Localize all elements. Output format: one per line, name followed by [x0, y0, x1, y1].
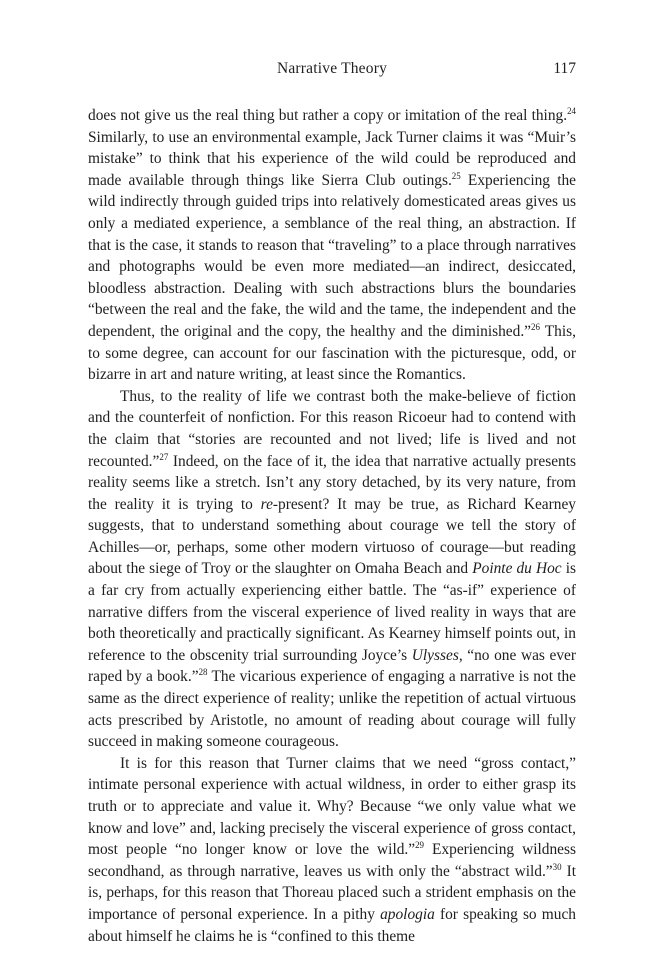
running-title: Narrative Theory	[276, 60, 388, 77]
body-text	[88, 105, 576, 947]
italic-text: Pointe du Hoc	[472, 560, 562, 578]
footnote-marker: 28	[198, 667, 208, 678]
text-run: for speaking so much about himself he claims he is “confined to this theme	[88, 905, 576, 945]
text-run: It is for this reason that Turner claims that we need “gross contact,” intimate personal experience with actual wildness, in order to either grasp its truth or to appreciate and value it. Why? Because “we only value what we know and love” and, lacking precisely the visceral experience of gross contact, most people “no longer know or love the wild.”	[88, 754, 576, 859]
footnote-marker: 25	[451, 170, 461, 181]
text-run: is a far cry from actually experiencing either battle. The “as-if” experience of narrative differs from the visceral experience of lived reality in ways that are both theoretically and practically significant. As Kearney himself points out, in reference to the obscenity trial surrounding Joyce’s	[88, 560, 576, 664]
paragraph	[88, 753, 576, 947]
italic-text: re	[260, 495, 273, 513]
text-run: , “no one was ever raped by a book.”	[88, 646, 576, 686]
paragraph	[88, 386, 576, 753]
text-run: Experiencing wildness secondhand, as through narrative, leaves us with only the “abstract wild.”	[88, 841, 576, 880]
footnote-marker: 29	[415, 840, 425, 851]
text-run: It is, perhaps, for this reason that Thoreau placed such a strident emphasis on the importance of personal experience. In a pithy	[88, 862, 576, 923]
text-run: The vicarious experience of engaging a narrative is not the same as the direct experience of reality; unlike the repetition of actual virtuous acts prescribed by Aristotle, no amount of reading about courage will fully succeed in making someone courageous.	[88, 668, 577, 751]
footnote-marker: 24	[567, 105, 576, 116]
text-run: Thus, to the reality of life we contrast both the make-believe of fiction and the counterfeit of nonfiction. For this reason Ricoeur had to contend with the claim that “stories are recounted and not lived; life is lived and not recounted.”	[88, 387, 576, 470]
text-run: This, to some degree, can account for our fascination with the picturesque, odd, or bizarre in art and nature writing, at least since the Romantics.	[88, 322, 576, 384]
footnote-marker: 26	[531, 321, 540, 332]
footnote-marker: 30	[552, 861, 562, 872]
text-run: Indeed, on the face of it, the idea that narrative actually presents reality seems like a stretch. Isn’t any story detached, by its very nature, from the reality it is trying to	[88, 452, 576, 513]
paragraph	[88, 105, 576, 386]
text-run: Similarly, to use an environmental example, Jack Turner claims it was “Muir’s mistake” to think that his experience of the wild could be reproduced and made available through things like Sierra Club outings.	[88, 128, 576, 189]
italic-text: Ulysses	[411, 646, 459, 664]
text-run: -present? It may be true, as Richard Kearney suggests, that to understand something about courage we tell the story of Achilles—or, perhaps, some other modern virtuoso of courage—but reading about the siege of Troy or the slaughter on Omaha Beach and	[88, 495, 576, 578]
text-run: Experiencing the wild indirectly through guided trips into relatively domesticated areas gives us only a mediated experience, a semblance of the real thing, an abstraction. If that is the case, it stands to reason that “traveling” to a place through narratives and photographs would be even more mediated—an indirect, desiccated, bloodless abstraction. Dealing with such abstractions blurs the boundaries “between the real and the fake, the wild and the tame, the independent and the dependent, the original and the copy, the healthy and the diminished.”	[88, 171, 576, 340]
running-head	[88, 58, 576, 80]
italic-text: apologia	[380, 905, 435, 923]
text-run: does not give us the real thing but rather a copy or imitation of the real thing.	[88, 107, 568, 124]
page-number: 117	[553, 60, 576, 77]
footnote-marker: 27	[159, 451, 169, 462]
